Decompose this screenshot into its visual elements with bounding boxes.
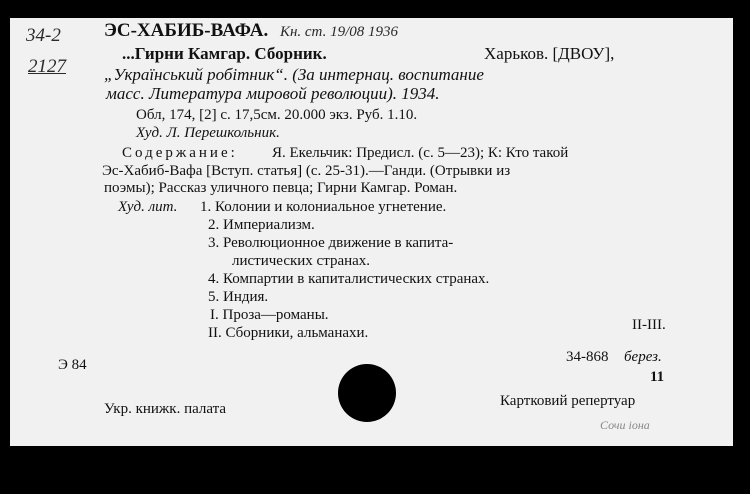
physical-description: Обл, 174, [2] с. 17,5см. 20.000 экз. Руб. 1.10. [136,107,418,123]
subjects-label: Худ. лит. [118,199,178,215]
illustrator: Худ. Л. Перешкольник. [136,125,280,141]
footer-left: Укр. книжк. палата [104,401,227,417]
handwritten-number: 2127 [28,56,66,77]
contents-line-3: поэмы); Рассказ уличного певца; Гирни Камгар. Роман. [104,180,458,196]
entry-sub: 11 [650,369,665,385]
place-publisher: Харьков. [ДВОУ], [484,44,615,63]
subject-item: 2. Империализм. [208,217,315,233]
entry-number: 34-868 [566,349,609,365]
series-line-1: „Український робітник“. (За интернац. воспитание [104,65,484,84]
subject-item: 3. Революционное движение в капита- [208,235,454,251]
subject-item: 5. Индия. [208,289,269,305]
punch-hole [338,364,396,422]
series-line-2: масс. Литература мировой революции). 1934. [106,84,440,103]
catalog-card [10,18,733,446]
subject-item: II. Сборники, альманахи. [208,325,369,341]
left-code: Э 84 [58,357,87,373]
subject-item: листических странах. [232,253,371,269]
contents-line-1: Я. Екельчик: Предисл. (с. 5—23); К: Кто такой [272,145,569,161]
subject-item: 4. Компартии в капиталистических странах. [208,271,490,287]
contents-line-2: Эс-Хабиб-Вафа [Вступ. статья] (с. 25-31).—Ганди. (Отрывки из [102,163,511,179]
heading-author: ЭС-ХАБИБ-ВАФА. [104,20,269,41]
handwritten-shelf-code: 34-2 [26,25,61,46]
subject-item: I. Проза—романы. [210,307,329,323]
subject-item: 1. Колонии и колониальное угнетение. [200,199,447,215]
contents-label: Содержание: [122,145,238,161]
entry-month: берез. [624,349,662,365]
handwritten-date-note: Кн. ст. 19/08 1936 [280,24,398,40]
footer-faint-stamp: Сочи іона [600,418,650,432]
footer-right: Картковий репертуар [500,393,636,409]
title-line: ...Гирни Камгар. Сборник. [122,44,327,63]
classification-right: II-III. [632,317,666,333]
